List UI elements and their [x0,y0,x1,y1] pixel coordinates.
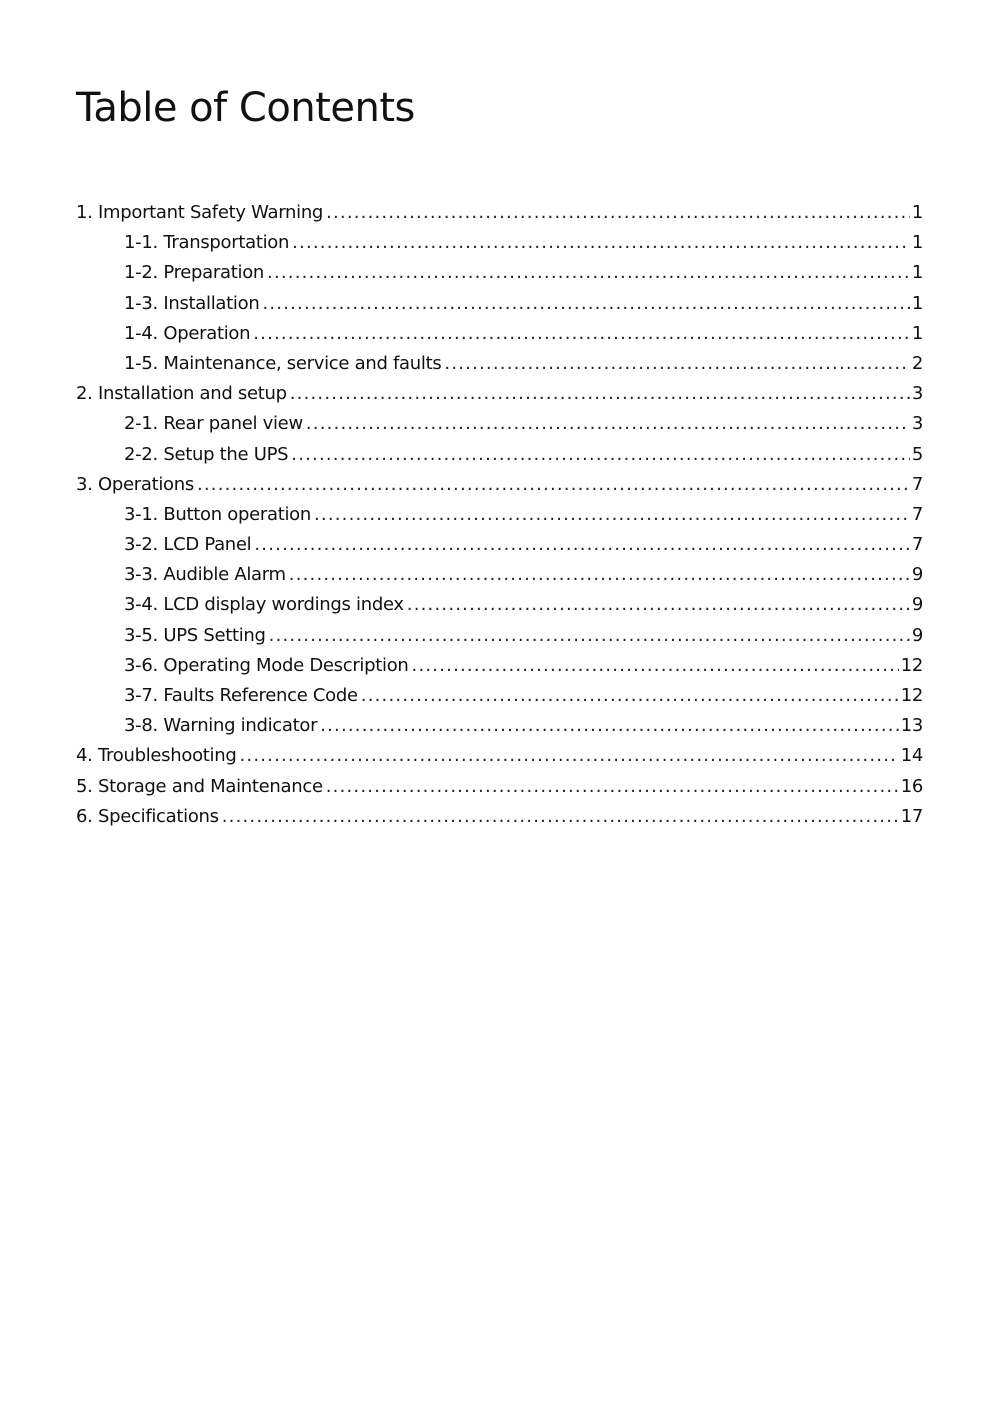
table-of-contents [76,198,923,832]
toc-entry-label: 1-4. Operation [124,322,251,344]
toc-entry[interactable] [76,258,923,288]
toc-entry[interactable] [76,500,923,530]
toc-entry-label: 2-1. Rear panel view [124,413,303,435]
toc-entry-page-number: 2 [911,352,923,374]
toc-entry[interactable] [76,802,923,832]
toc-entry-page-number: 17 [900,805,923,827]
dot-leader [320,711,898,741]
dot-leader [267,258,910,288]
toc-entry[interactable] [76,409,923,439]
toc-entry[interactable] [76,289,923,319]
dot-leader [254,530,909,560]
toc-entry-label: 4. Troubleshooting [76,745,237,767]
dot-leader [407,590,910,620]
dot-leader [306,409,910,439]
toc-entry[interactable] [76,198,923,228]
toc-entry[interactable] [76,379,923,409]
dot-leader [361,681,899,711]
toc-entry-page-number: 3 [911,413,923,435]
toc-entry-page-number: 1 [911,262,923,284]
toc-entry[interactable] [76,349,923,379]
toc-entry-label: 3-6. Operating Mode Description [124,654,409,676]
dot-leader [269,621,910,651]
toc-entry-label: 3-4. LCD display wordings index [124,594,404,616]
toc-entry-page-number: 14 [900,745,923,767]
toc-entry-label: 5. Storage and Maintenance [76,775,323,797]
dot-leader [314,500,910,530]
dot-leader [197,470,910,500]
dot-leader [412,651,899,681]
toc-entry[interactable] [76,711,923,741]
toc-entry[interactable] [76,470,923,500]
toc-entry-page-number: 1 [911,292,923,314]
toc-entry[interactable] [76,651,923,681]
toc-entry-page-number: 12 [900,685,923,706]
toc-entry-page-number: 7 [911,503,923,525]
toc-entry[interactable] [76,621,923,651]
toc-entry-label: 6. Specifications [76,805,219,827]
toc-entry-label: 1-5. Maintenance, service and faults [124,352,442,374]
toc-entry-page-number: 12 [900,654,923,676]
dot-leader [326,198,910,228]
dot-leader [292,228,910,258]
toc-entry[interactable] [76,741,923,771]
toc-entry-label: 3-8. Warning indicator [124,715,318,737]
toc-entry-label: 3. Operations [76,473,194,495]
dot-leader [289,560,910,590]
dot-leader [291,440,910,470]
toc-entry[interactable] [76,772,923,802]
toc-entry-label: 3-3. Audible Alarm [124,564,286,586]
toc-entry-label: 3-7. Faults Reference Code [124,685,358,706]
toc-entry-label: 2-2. Setup the UPS [124,443,289,465]
toc-entry-label: 3-5. UPS Setting [124,624,266,646]
toc-entry-label: 1-2. Preparation [124,262,265,284]
dot-leader [253,319,910,349]
dot-leader [222,802,899,832]
toc-entry-page-number: 3 [911,383,923,405]
toc-entry-page-number: 1 [911,322,923,344]
toc-entry-page-number: 7 [911,473,923,495]
dot-leader [326,772,899,802]
toc-entry[interactable] [76,228,923,258]
toc-entry-page-number: 9 [911,564,923,586]
toc-entry-page-number: 1 [911,232,923,254]
toc-entry-page-number: 9 [911,624,923,646]
dot-leader [444,349,909,379]
toc-entry-page-number: 9 [911,594,923,616]
toc-entry-page-number: 16 [900,775,923,797]
page-title: Table of Contents [76,85,415,131]
toc-entry-page-number: 7 [911,534,923,556]
dot-leader [290,379,910,409]
toc-entry-page-number: 5 [911,443,923,465]
toc-entry[interactable] [76,440,923,470]
toc-entry-page-number: 13 [900,715,923,737]
toc-entry[interactable] [76,590,923,620]
dot-leader [262,289,909,319]
toc-entry-label: 2. Installation and setup [76,383,287,405]
toc-entry-label: 1-1. Transportation [124,232,290,254]
toc-entry[interactable] [76,681,923,711]
toc-entry-label: 3-1. Button operation [124,503,311,525]
toc-entry[interactable] [76,319,923,349]
toc-entry-page-number: 1 [911,202,923,223]
dot-leader [239,741,898,771]
toc-entry-label: 1-3. Installation [124,292,260,314]
toc-entry[interactable] [76,560,923,590]
toc-entry-label: 1. Important Safety Warning [76,202,324,223]
toc-entry[interactable] [76,530,923,560]
toc-entry-label: 3-2. LCD Panel [124,534,252,556]
